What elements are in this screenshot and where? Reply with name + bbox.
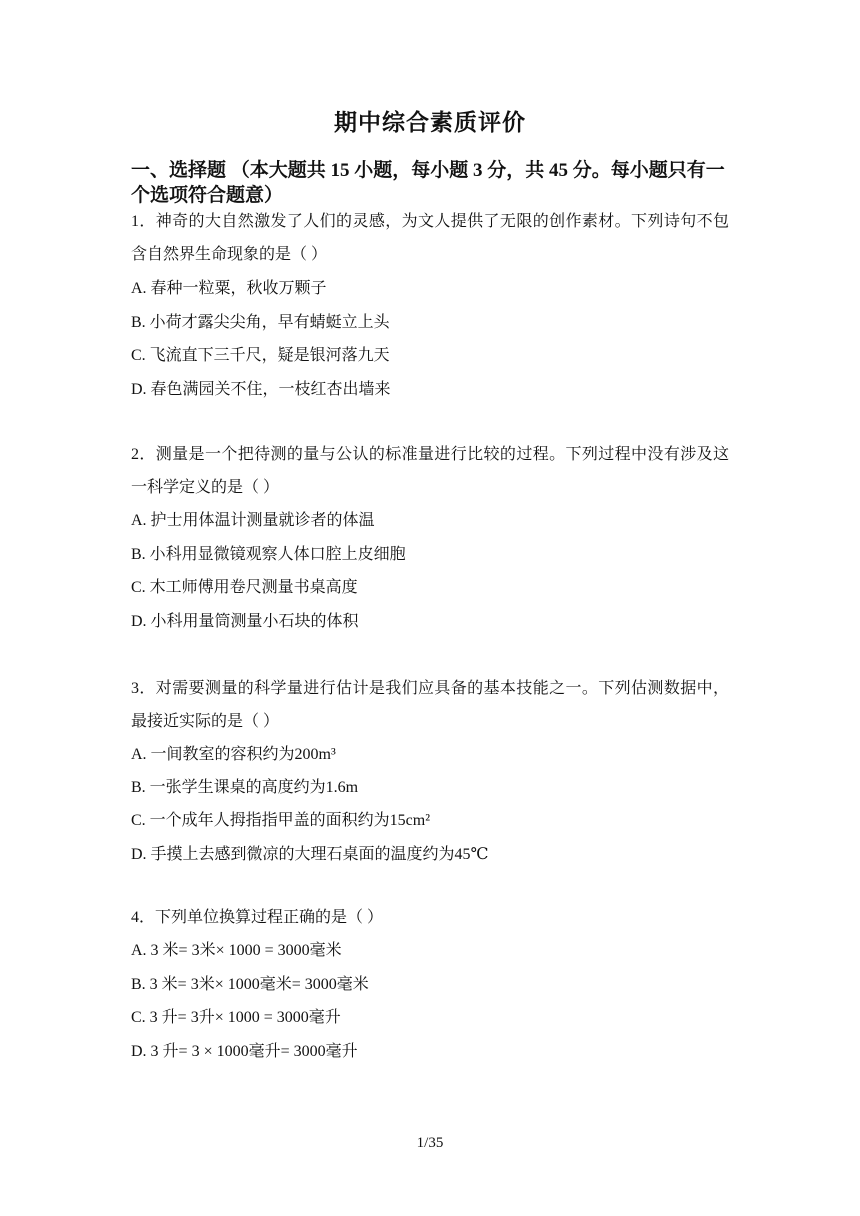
question-option: D. 春色满园关不住，一枝红杏出墙来 bbox=[131, 381, 391, 398]
question-option: D. 3 升= 3 × 1000毫升= 3000毫升 bbox=[131, 1043, 358, 1060]
question-option: A. 一间教室的容积约为200m³ bbox=[131, 746, 336, 763]
question-option: A. 护士用体温计测量就诊者的体温 bbox=[131, 512, 375, 529]
question-option: D. 手摸上去感到微凉的大理石桌面的温度约为45℃ bbox=[131, 846, 489, 863]
question-stem: 4．下列单位换算过程正确的是（ ） bbox=[131, 909, 384, 926]
question-option: C. 木工师傅用卷尺测量书桌高度 bbox=[131, 579, 358, 596]
question-stem: 2．测量是一个把待测的量与公认的标准量进行比较的过程。下列过程中没有涉及这一科学定义的是（ ） bbox=[131, 446, 729, 496]
page-title: 期中综合素质评价 bbox=[334, 110, 526, 135]
question-option: B. 小荷才露尖尖角，早有蜻蜓立上头 bbox=[131, 314, 390, 331]
question-stem: 1．神奇的大自然激发了人们的灵感，为文人提供了无限的创作素材。下列诗句不包含自然界生命现象的是（ ） bbox=[131, 213, 729, 263]
question-option: A. 春种一粒粟，秋收万颗子 bbox=[131, 280, 327, 297]
section-heading: 一、选择题 （本大题共 15 小题，每小题 3 分，共 45 分。每小题只有一个选项符合题意） bbox=[131, 160, 725, 206]
page-number: 1/35 bbox=[416, 1135, 444, 1151]
question-option: C. 3 升= 3升× 1000 = 3000毫升 bbox=[131, 1009, 341, 1026]
question-stem: 3．对需要测量的科学量进行估计是我们应具备的基本技能之一。下列估测数据中，最接近实际的是（ ） bbox=[131, 680, 729, 730]
question-option: D. 小科用量筒测量小石块的体积 bbox=[131, 613, 359, 630]
question-option: B. 3 米= 3米× 1000毫米= 3000毫米 bbox=[131, 976, 369, 993]
question-option: B. 小科用显微镜观察人体口腔上皮细胞 bbox=[131, 546, 406, 563]
question-option: B. 一张学生课桌的高度约为1.6m bbox=[131, 779, 359, 796]
question-option: C. 飞流直下三千尺，疑是银河落九天 bbox=[131, 347, 390, 364]
question-option: C. 一个成年人拇指指甲盖的面积约为15cm² bbox=[131, 812, 431, 829]
question-option: A. 3 米= 3米× 1000 = 3000毫米 bbox=[131, 942, 342, 959]
